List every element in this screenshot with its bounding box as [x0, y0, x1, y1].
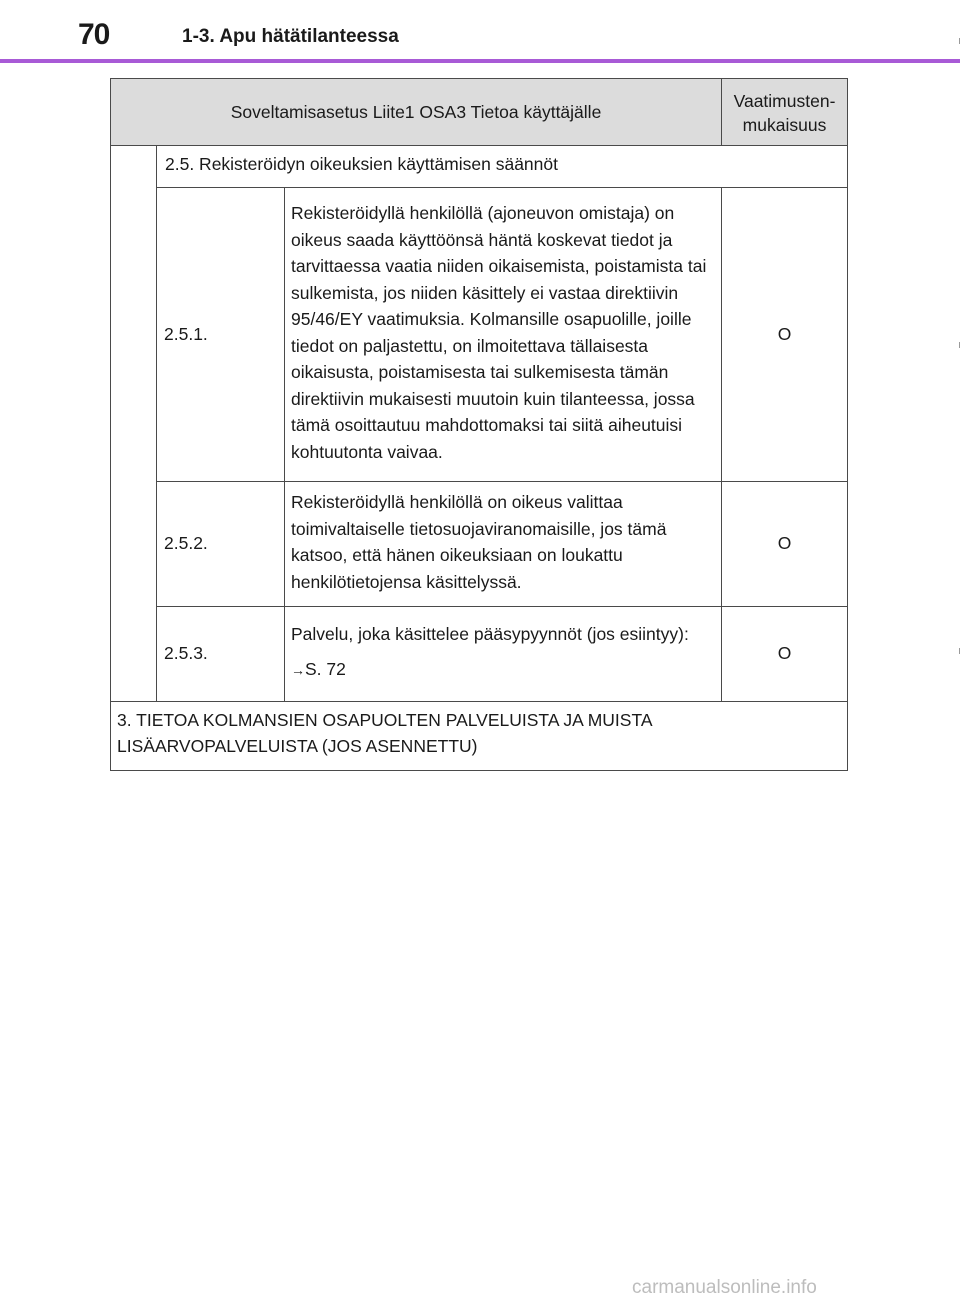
compliance-mark: O — [722, 481, 848, 606]
row-text: Rekisteröidyllä henkilöllä on oikeus valittaa toimivaltaiselle tietosuojaviranomaisille, jos tämä katsoo, että hänen oikeuksiaan on loukattu henkilötietojensa käsittelyssä. — [285, 481, 722, 606]
page-reference-label: S. 72 — [305, 658, 346, 679]
table-row — [111, 606, 848, 701]
row-number: 2.5.1. — [157, 187, 285, 481]
compliance-mark: O — [722, 606, 848, 701]
row-number: 2.5.3. — [157, 606, 285, 701]
table-row — [111, 146, 848, 188]
compliance-mark: O — [722, 187, 848, 481]
column-header-compliance: Vaatimusten- mukaisuus — [722, 79, 848, 146]
row-number: 2.5.2. — [157, 481, 285, 606]
indent-cell — [111, 146, 157, 702]
subsection-title: 2.5. Rekisteröidyn oikeuksien käyttämisen säännöt — [157, 146, 848, 188]
watermark: carmanualsonline.info — [632, 1277, 817, 1298]
row-text-cell — [285, 606, 722, 701]
section-title: 1-3. Apu hätätilanteessa — [182, 26, 399, 47]
row-text: Palvelu, joka käsittelee pääsypyynnöt (jos esiintyy): — [291, 624, 689, 644]
section-3-title: 3. TIETOA KOLMANSIEN OSAPUOLTEN PALVELUISTA JA MUISTA LISÄARVOPALVELUISTA (JOS ASENNETTU) — [111, 701, 848, 770]
page-reference[interactable] — [291, 656, 715, 684]
row-text: Rekisteröidyllä henkilöllä (ajoneuvon omistaja) on oikeus saada käyttöönsä häntä koskevat tiedot ja tarvittaessa vaatia niiden oikaisemista, poistamista tai sulkemista, jos niiden käsittely ei vastaa direktiivin 95/46/EY vaatimuksia. Kolmansille osapuolille, joille tiedot on paljastettu, on ilmoitettava tällaisesta oikaisusta, poistamisesta tai sulkemisesta tämän direktiivin mukaisesti muutoin kuin tilanteessa, jossa tämä osoittautuu mahdottomaksi tai siitä aiheutuisi kohtuutonta vaivaa. — [285, 187, 722, 481]
table-row — [111, 481, 848, 606]
page-number: 70 — [78, 18, 110, 51]
header-divider — [0, 59, 960, 63]
column-header-regulation: Soveltamisasetus Liite1 OSA3 Tietoa käyttäjälle — [111, 79, 722, 146]
page-header — [0, 0, 960, 62]
table-header-row — [111, 79, 848, 146]
table-row — [111, 187, 848, 481]
right-arrow-icon: → — [291, 661, 305, 678]
table-footer-row — [111, 701, 848, 770]
info-table — [110, 78, 847, 771]
